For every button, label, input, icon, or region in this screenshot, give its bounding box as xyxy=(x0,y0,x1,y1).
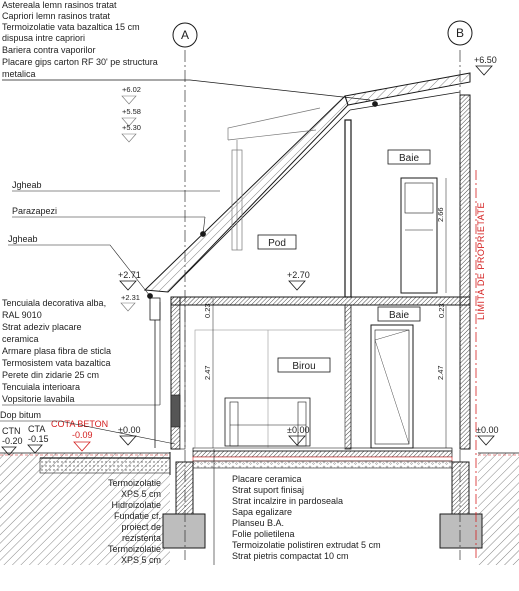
wall-note-line: Perete din zidarie 25 cm xyxy=(2,370,100,380)
foundation-note-line: proiect de xyxy=(121,522,161,532)
floor-note-line: Strat incalzire in pardoseala xyxy=(232,496,344,506)
foundation-note-line: XPS 5 cm xyxy=(120,555,161,565)
foundation-note-line: Hidroizolatie xyxy=(111,500,161,510)
wall-note-line: Termosistem vata bazaltica xyxy=(2,358,111,368)
room-birou: Birou xyxy=(292,361,316,372)
room-pod: Pod xyxy=(268,238,286,249)
property-limit-label: LIMITA DE PROPRIETATE xyxy=(476,201,486,320)
dim-upper-door: 2.66 xyxy=(436,207,445,222)
cota-beton-label: COTA BETON xyxy=(51,419,109,429)
roof xyxy=(145,73,470,292)
wall-note-line: ceramica xyxy=(2,334,39,344)
wall-notes xyxy=(2,298,160,405)
floor-note-line: Placare ceramica xyxy=(232,474,302,484)
level-eave: +2.71 xyxy=(118,270,141,280)
room-tags xyxy=(258,150,430,372)
foundation-note-line: Fundatie cf. xyxy=(113,511,161,521)
ctn-label: CTN xyxy=(2,426,21,436)
floor-note-line: Planseu B.A. xyxy=(232,518,285,528)
dim-ground-left: 2.47 xyxy=(203,365,212,380)
elevation-markers xyxy=(2,55,498,455)
level-upper-floor: +2.70 xyxy=(287,270,310,280)
cota-beton-value: -0.09 xyxy=(72,430,93,440)
level-eave-2: +2.31 xyxy=(121,293,140,302)
level-ridge-2: +5.58 xyxy=(122,107,141,116)
wall-note-line: Tencuiala decorativa alba, xyxy=(2,298,107,308)
floor-slab xyxy=(193,448,452,468)
walls-ground xyxy=(171,297,470,449)
wall-note-line: Armare plasa fibra de sticla xyxy=(2,346,112,356)
floor-note-line: Strat pietris compactat 10 cm xyxy=(232,551,349,561)
walls-upper xyxy=(345,95,470,297)
grid-label-a: A xyxy=(180,28,190,42)
foundation-note-line: XPS 5 cm xyxy=(120,489,161,499)
foundation-note-line: Termoizolatie xyxy=(107,478,161,488)
level-ground-inner: ±0.00 xyxy=(287,425,310,435)
roof-notes xyxy=(2,0,370,100)
level-top-right: +6.50 xyxy=(474,55,497,65)
level-ground: ±0.00 xyxy=(118,425,141,435)
ctn-value: -0.20 xyxy=(2,436,23,446)
label-parazapezi: Parazapezi xyxy=(12,206,58,216)
floor-note-line: Termoizolatie polistiren extrudat 5 cm xyxy=(232,540,381,550)
floor-note-line: Strat suport finisaj xyxy=(232,485,305,495)
label-jgheab-top: Jgheab xyxy=(12,180,42,190)
level-ridge-3: +5.30 xyxy=(122,123,141,132)
dim-slab-left: 0.23 xyxy=(203,303,212,318)
dim-ground-right: 2.47 xyxy=(436,365,445,380)
label-dop-bitum: Dop bitum xyxy=(0,410,42,420)
roof-note-line: Astereala lemn rasinos tratat xyxy=(2,0,117,10)
foundation-note-line: rezistenta xyxy=(121,533,161,543)
grid-label-b: B xyxy=(455,26,465,40)
label-jgheab-bottom: Jgheab xyxy=(8,234,38,244)
grid-axes xyxy=(173,21,472,560)
roof-note-line: Placare gips carton RF 30' pe structura xyxy=(2,57,158,67)
foundation-note-line: Termoizolatie xyxy=(107,544,161,554)
cta-value: -0.15 xyxy=(28,434,49,444)
floor-note-line: Folie polietilena xyxy=(232,529,295,539)
roof-note-line: metalica xyxy=(2,69,36,79)
upper-slab xyxy=(171,297,470,305)
room-baie-lower: Baie xyxy=(388,310,410,321)
wall-note-line: Strat adeziv placare xyxy=(2,322,82,332)
roof-note-line: Termoizolatie vata bazaltica 15 cm xyxy=(2,22,140,32)
roof-note-line: dispusa intre capriori xyxy=(2,33,86,43)
roof-note-line: Capriori lemn rasinos tratat xyxy=(2,11,111,21)
dim-slab-right: 0.23 xyxy=(437,303,446,318)
level-ridge-1: +6.02 xyxy=(122,85,141,94)
room-baie-upper: Baie xyxy=(398,153,420,164)
wall-note-line: Tencuiala interioara xyxy=(2,382,81,392)
level-ground-right: ±0.00 xyxy=(476,425,499,435)
cta-label: CTA xyxy=(28,424,46,434)
wall-note-line: RAL 9010 xyxy=(2,310,42,320)
floor-note-line: Sapa egalizare xyxy=(232,507,293,517)
roof-note-line: Bariera contra vaporilor xyxy=(2,45,96,55)
wall-note-line: Vopsitorie lavabila xyxy=(2,394,75,404)
